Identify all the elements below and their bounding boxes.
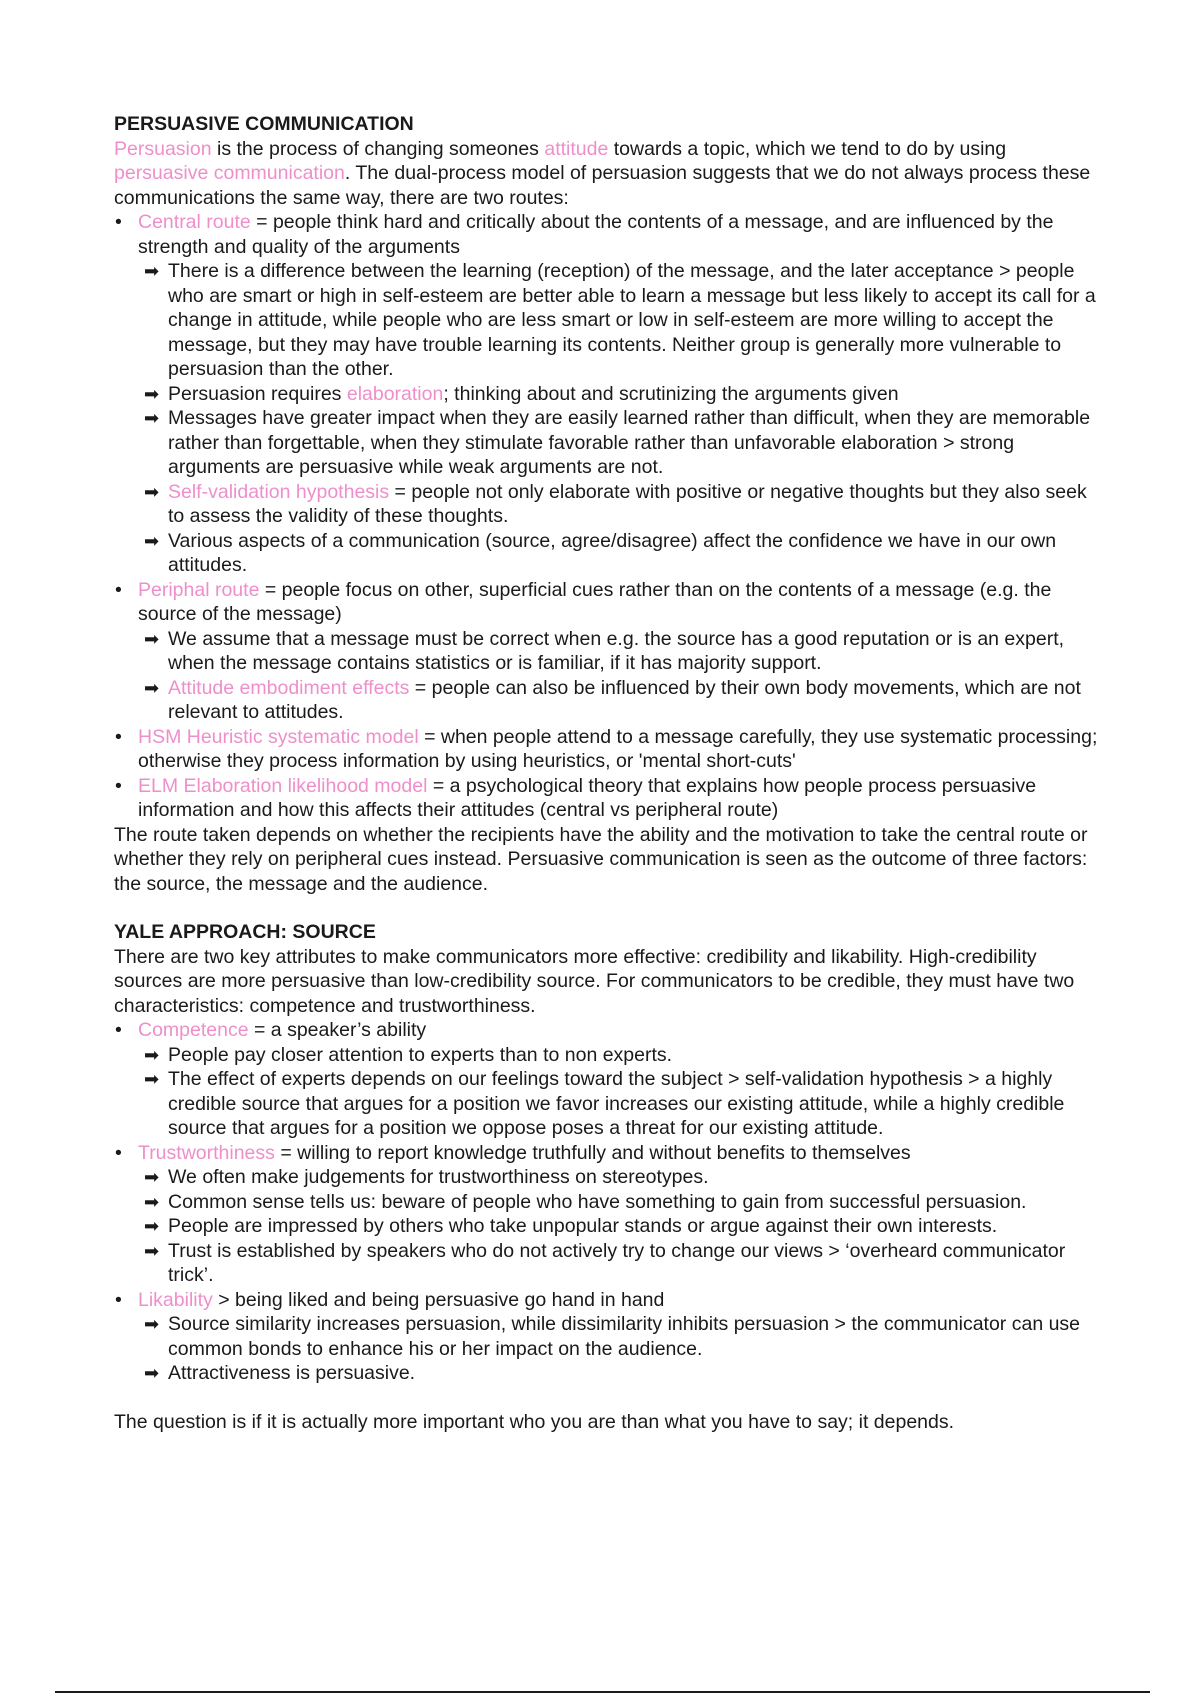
bullet-icon: • <box>115 211 122 233</box>
sub-list <box>138 1165 1104 1288</box>
arrow-icon: ➡ <box>144 677 160 698</box>
bullet-icon: • <box>115 1019 122 1041</box>
arrow-icon: ➡ <box>144 1167 160 1187</box>
term-elaboration: elaboration <box>346 382 444 405</box>
section-title-persuasive-communication: PERSUASIVE COMMUNICATION <box>114 113 414 135</box>
bullet-icon: • <box>115 774 122 797</box>
closing-paragraph-routes: The route taken depends on whether the recipients have the ability and the motivation to take the central route or whether they rely on peripheral cues instead. Persuasive communication is seen as the outcome of three factors: the source, the message and the audience. <box>114 823 1088 895</box>
term-persuasion: Persuasion <box>114 137 212 160</box>
spacer <box>114 896 1104 920</box>
source-attributes-list <box>114 1018 1104 1386</box>
routes-list <box>114 210 1104 823</box>
term-attitude: attitude <box>544 137 609 160</box>
arrow-icon: ➡ <box>144 530 160 551</box>
sub-item: ➡ Messages have greater impact when they are easily learned rather than difficult, when they are memorable rather than forgettable, when they stimulate favorable rather than unfavorable elaboration > strong arguments are persuasive while weak arguments are not. <box>144 407 1091 478</box>
sub-list <box>138 1043 1104 1141</box>
arrow-icon: ➡ <box>144 1240 160 1261</box>
bullet-icon: • <box>115 1141 122 1164</box>
sub-list <box>138 259 1104 578</box>
bullet-icon: • <box>115 1288 122 1311</box>
document-page <box>114 112 1104 1434</box>
arrow-icon: ➡ <box>144 261 160 281</box>
term-attitude-embodiment-effects: Attitude embodiment effects <box>168 676 410 699</box>
closing-paragraph-source: The question is if it is actually more important who you are than what you have to say; it depends. <box>114 1410 955 1433</box>
arrow-icon: ➡ <box>144 1044 160 1065</box>
sub-item: ➡ Common sense tells us: beware of people who have something to gain from successful persuasion. <box>144 1190 1027 1213</box>
term-central-route: Central route <box>138 211 251 233</box>
bullet-icon: • <box>115 578 122 601</box>
arrow-icon: ➡ <box>144 383 160 404</box>
sub-item: ➡ Persuasion requires elaboration; thinking about and scrutinizing the arguments given <box>144 382 899 405</box>
list-item-central-route: • Central route = people think hard and critically about the contents of a message, and are influenced by the strength and quality of the arguments ➡ There is a difference between the learning (reception) of the message, and the later acceptance > people who are smart or high in self-esteem are better able to learn a message but less likely to accept its call for a change in attitude, while people who are less smart or low in self-esteem are more willing to accept the message, but they may have trouble learning its contents. Neither group is generally more vulnerable to persuasion than the other. ➡ Persuasion requires elaboration; thinking about and scrutinizing the arguments given ➡ Messages have greater impact when they are easily learned rather than difficult, when they are memorable rather than forgettable, when they stimulate favorable rather than unfavorable elaboration > strong arguments are persuasive while weak arguments are not. ➡ Self-validation hypothesis = people not only elaborate with positive or negative thoughts but they also seek to assess the validity of these thoughts. ➡ Various aspects of a communication (source, agree/disagree) affect the confidence we have in our own attitudes. <box>114 210 1104 578</box>
arrow-icon: ➡ <box>144 1069 160 1089</box>
sub-item: ➡ Attractiveness is persuasive. <box>144 1362 416 1384</box>
list-item-hsm: • HSM Heuristic systematic model = when people attend to a message carefully, they use systematic processing; otherwise they process information by using heuristics, or 'mental short-cuts' <box>115 725 1098 772</box>
spacer <box>114 1386 1104 1410</box>
arrow-icon: ➡ <box>144 1314 160 1334</box>
term-likability: Likability <box>138 1288 213 1311</box>
sub-list <box>138 627 1104 725</box>
arrow-icon: ➡ <box>144 408 160 428</box>
sub-item: ➡ Trust is established by speakers who do not actively try to change our views > ‘overheard communicator trick’. <box>144 1239 1066 1286</box>
sub-item: ➡ We assume that a message must be correct when e.g. the source has a good reputation or is an expert, when the message contains statistics or is familiar, if it has majority support. <box>144 627 1065 674</box>
term-competence: Competence <box>138 1019 249 1041</box>
term-self-validation-hypothesis: Self-validation hypothesis <box>168 480 390 503</box>
arrow-icon: ➡ <box>144 628 160 649</box>
sub-item: ➡ There is a difference between the learning (reception) of the message, and the later acceptance > people who are smart or high in self-esteem are better able to learn a message but less likely to accept its call for a change in attitude, while people who are less smart or low in self-esteem are more willing to accept the message, but they may have trouble learning its contents. Neither group is generally more vulnerable to persuasion than the other. <box>144 260 1096 380</box>
sub-item: ➡ The effect of experts depends on our feelings toward the subject > self-validation hypothesis > a highly credible source that argues for a position we favor increases our existing attitude, while a highly credible source that argues for a position we oppose poses a threat for our existing attitude. <box>144 1068 1065 1139</box>
section-title-yale-approach: YALE APPROACH: SOURCE <box>114 921 376 943</box>
sub-item: ➡ People pay closer attention to experts than to non experts. <box>144 1043 673 1066</box>
sub-item: ➡ People are impressed by others who take unpopular stands or argue against their own interests. <box>144 1215 998 1237</box>
page-bottom-rule <box>55 1691 1150 1693</box>
arrow-icon: ➡ <box>144 1216 160 1236</box>
sub-item: ➡ Various aspects of a communication (source, agree/disagree) affect the confidence we have in our own attitudes. <box>144 529 1057 576</box>
list-item-elm: • ELM Elaboration likelihood model = a psychological theory that explains how people process persuasive information and how this affects their attitudes (central vs peripheral route) <box>115 774 1037 821</box>
term-persuasive-communication: persuasive communication <box>114 162 345 184</box>
sub-item: ➡ Source similarity increases persuasion, while dissimilarity inhibits persuasion > the communicator can use common bonds to enhance his or her impact on the audience. <box>144 1313 1081 1360</box>
sub-item: ➡ We often make judgements for trustworthiness on stereotypes. <box>144 1166 709 1188</box>
source-intro-paragraph: There are two key attributes to make communicators more effective: credibility and likability. High-credibility sources are more persuasive than low-credibility source. For communicators to be credible, they must have two characteristics: competence and trustworthiness. <box>114 945 1075 1017</box>
bullet-icon: • <box>115 725 122 748</box>
sub-item: ➡ Attitude embodiment effects = people can also be influenced by their own body movements, which are not relevant to attitudes. <box>144 676 1081 723</box>
list-item-competence: • Competence = a speaker’s ability ➡ People pay closer attention to experts than to non experts. ➡ The effect of experts depends on our feelings toward the subject > self-validation hypothesis > a highly credible source that argues for a position we favor increases our existing attitude, while a highly credible source that argues for a position we oppose poses a threat for our existing attitude. <box>114 1018 1104 1141</box>
term-periphal-route: Periphal route <box>138 578 260 601</box>
list-item-trustworthiness: • Trustworthiness = willing to report knowledge truthfully and without benefits to themselves ➡ We often make judgements for trustworthiness on stereotypes. ➡ Common sense tells us: beware of people who have something to gain from successful persuasion. ➡ People are impressed by others who take unpopular stands or argue against their own interests. ➡ Trust is established by speakers who do not actively try to change our views > ‘overheard communicator trick’. <box>114 1141 1104 1288</box>
sub-item: ➡ Self-validation hypothesis = people not only elaborate with positive or negative thoughts but they also seek to assess the validity of these thoughts. <box>144 480 1087 527</box>
arrow-icon: ➡ <box>144 1191 160 1212</box>
intro-paragraph: Persuasion is the process of changing someones attitude towards a topic, which we tend to do by using persuasive communication. The dual-process model of persuasion suggests that we do not always process these communications the same way, there are two routes: <box>114 137 1091 209</box>
term-hsm: HSM Heuristic systematic model <box>138 725 419 748</box>
list-item-likability: • Likability > being liked and being persuasive go hand in hand ➡ Source similarity increases persuasion, while dissimilarity inhibits persuasion > the communicator can use common bonds to enhance his or her impact on the audience. ➡ Attractiveness is persuasive. <box>114 1288 1104 1386</box>
sub-list <box>138 1312 1104 1386</box>
list-item-peripheral-route: • Periphal route = people focus on other, superficial cues rather than on the contents of a message (e.g. the source of the message) ➡ We assume that a message must be correct when e.g. the source has a good reputation or is an expert, when the message contains statistics or is familiar, if it has majority support. ➡ Attitude embodiment effects = people can also be influenced by their own body movements, which are not relevant to attitudes. <box>114 578 1104 725</box>
term-trustworthiness: Trustworthiness <box>138 1141 275 1164</box>
arrow-icon: ➡ <box>144 1363 160 1383</box>
term-elm: ELM Elaboration likelihood model <box>138 774 428 797</box>
arrow-icon: ➡ <box>144 481 160 502</box>
